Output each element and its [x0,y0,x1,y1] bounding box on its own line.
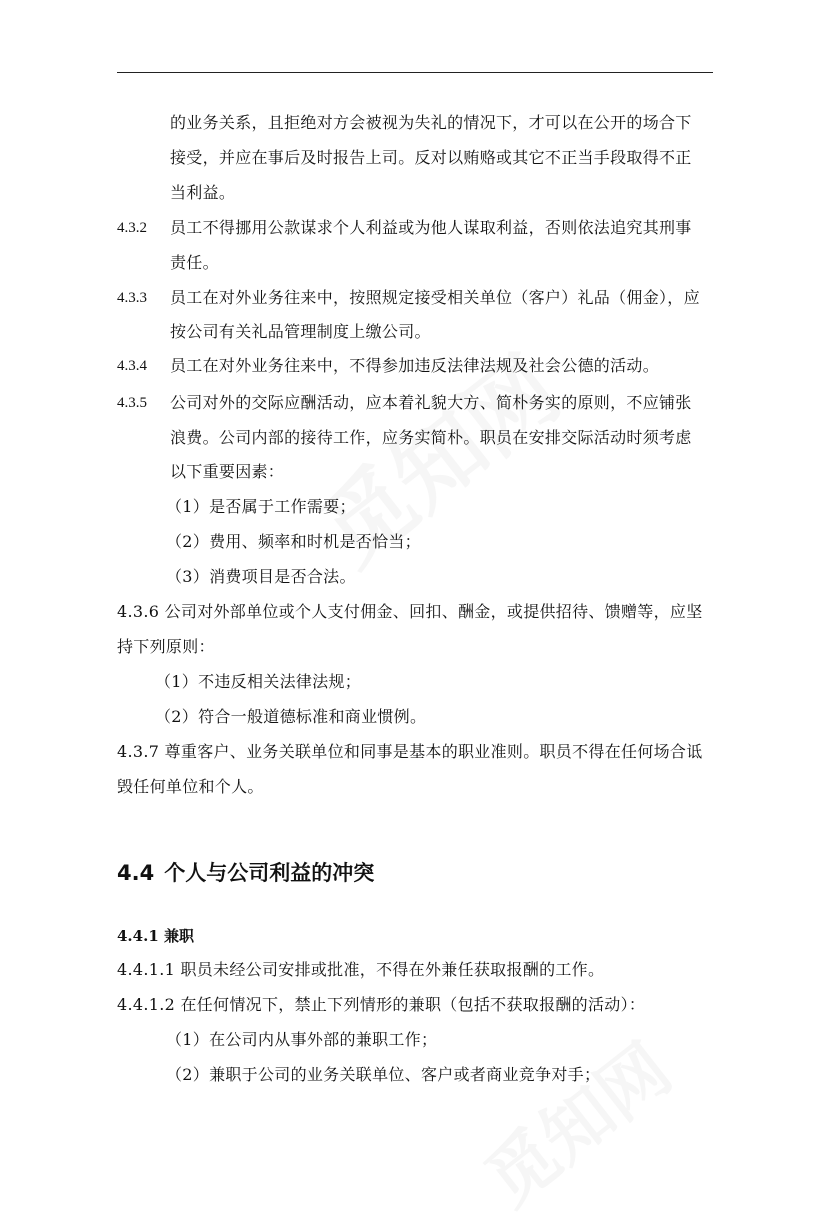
list-item: （3）消费项目是否合法。 [166,567,356,586]
subsection-number: 4.4.1 [117,927,159,945]
clause-line: 毁任何单位和个人。 [117,777,264,796]
clause-number: 4.3.4 [117,358,147,374]
clause-line: 浪费。公司内部的接待工作，应务实简朴。职员在安排交际活动时须考虑 [170,428,692,447]
header-rule [117,72,713,73]
list-item: （1）是否属于工作需要； [166,497,356,516]
clause-line: 4.3.7 尊重客户、业务关联单位和同事是基本的职业准则。职员不得在任何场合诋 [117,742,703,761]
list-item: （2）符合一般道德标准和商业惯例。 [155,707,427,726]
clause-number: 4.3.5 [117,395,147,411]
section-title: 个人与公司利益的冲突 [164,861,375,885]
watermark [461,1016,689,1225]
paragraph-line: 的业务关系，且拒绝对方会被视为失礼的情况下，才可以在公开的场合下 [170,113,692,132]
subsection-heading [117,926,194,946]
list-item: （2）兼职于公司的业务关联单位、客户或者商业竞争对手； [166,1065,601,1084]
clause-line: 责任。 [170,253,219,272]
clause-line: 持下列原则： [117,637,215,656]
paragraph-line: 接受，并应在事后及时报告上司。反对以贿赂或其它不正当手段取得不正 [170,148,692,167]
clause-number: 4.3.2 [117,220,147,236]
section-number: 4.4 [117,861,155,885]
rule-line: 4.4.1.1 职员未经公司安排或批准，不得在外兼任获取报酬的工作。 [117,960,605,979]
clause-line: 按公司有关礼品管理制度上缴公司。 [170,322,431,341]
clause-line: 4.3.6 公司对外部单位或个人支付佣金、回扣、酬金，或提供招待、馈赠等，应坚 [117,602,703,621]
rule-line: 4.4.1.2 在任何情况下，禁止下列情形的兼职（包括不获取报酬的活动）： [117,995,646,1014]
clause-line: 以下重要因素： [170,462,285,481]
list-item: （1）不违反相关法律法规； [155,672,362,691]
clause-line: 员工在对外业务往来中，按照规定接受相关单位（客户）礼品（佣金），应 [170,288,700,307]
list-item: （2）费用、频率和时机是否恰当； [166,532,421,551]
clause-line: 公司对外的交际应酬活动，应本着礼貌大方、简朴务实的原则，不应铺张 [170,393,692,412]
paragraph-line: 当利益。 [170,183,236,202]
subsection-title: 兼职 [164,927,195,945]
section-heading [117,860,374,886]
clause-line: 员工在对外业务往来中，不得参加违反法律法规及社会公德的活动。 [170,356,660,375]
clause-number: 4.3.3 [117,290,147,306]
clause-line: 员工不得挪用公款谋求个人利益或为他人谋取利益，否则依法追究其刑事 [170,218,692,237]
list-item: （1）在公司内从事外部的兼职工作； [166,1030,438,1049]
